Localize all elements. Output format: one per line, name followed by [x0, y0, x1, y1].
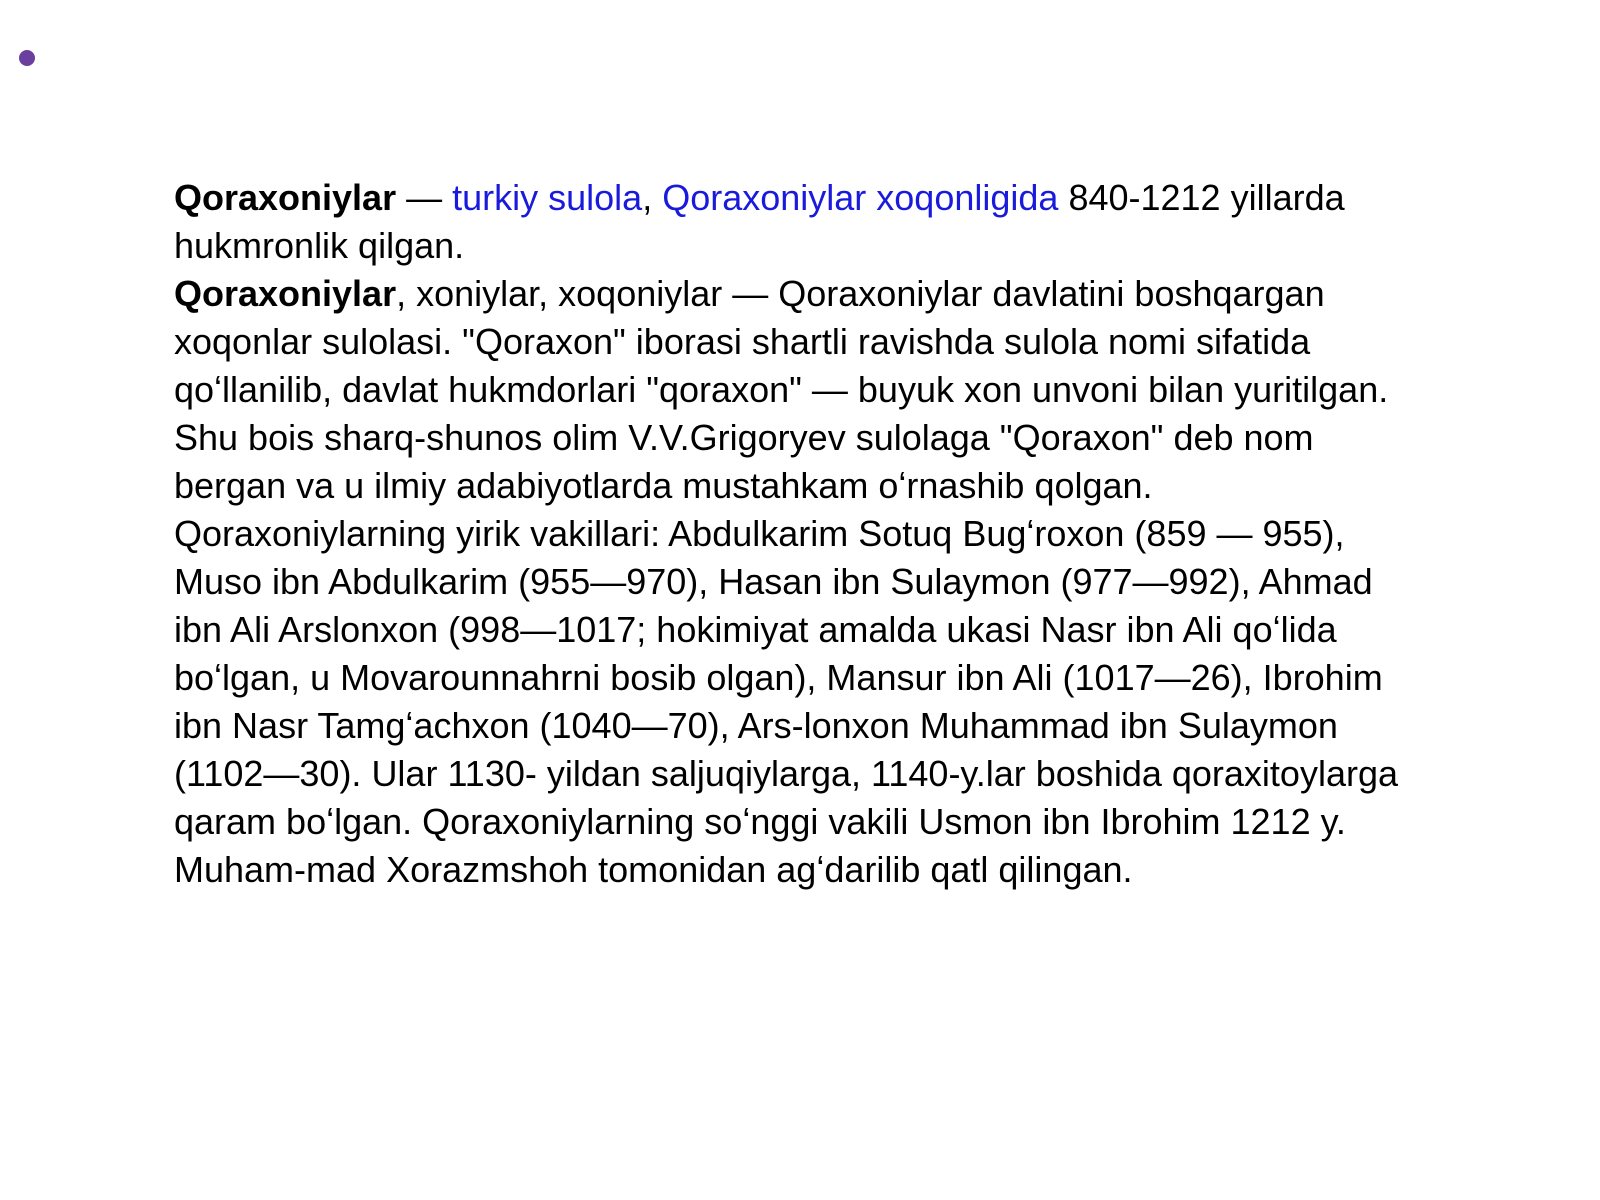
comma-separator: ,	[642, 177, 663, 218]
article-term: Qoraxoniylar	[174, 177, 397, 218]
bullet-dot	[19, 50, 35, 66]
article-body	[174, 174, 1414, 894]
body-paragraph	[174, 270, 1414, 894]
body-term: Qoraxoniylar	[174, 273, 397, 314]
intro-paragraph	[174, 174, 1414, 270]
body-text: , xoniylar, xoqoniylar — Qoraxoniylar davlatini boshqargan xoqonlar sulolasi. "Qoraxon" iborasi shartli ravishda sulola nomi sifatida qoʻllanilib, davlat hukmdorlari "qoraxon" — buyuk xon unvoni bilan yuritilgan. Shu bois sharq-shunos olim V.V.Grigoryev sulolaga "Qoraxon" deb nom bergan va u ilmiy adabiyotlarda mustahkam oʻrnashib qolgan. Qoraxoniylarning yirik vakillari: Abdulkarim Sotuq Bugʻroxon (859 — 955), Muso ibn Abdulkarim (955—970), Hasan ibn Sulaymon (977—992), Ahmad ibn Ali Arslonxon (998—1017; hokimiyat amalda ukasi Nasr ibn Ali qoʻlida boʻlgan, u Movarounnahrni bosib olgan), Mansur ibn Ali (1017—26), Ibrohim ibn Nasr Tamgʻachxon (1040—70), Ars-lonxon Muhammad ibn Sulaymon (1102—30). Ular 1130- yildan saljuqiylarga, 1140-y.lar boshida qoraxitoylarga qaram boʻlgan. Qoraxoniylarning soʻnggi vakili Usmon ibn Ibrohim 1212 y. Muham-mad Xorazmshoh tomonidan agʻdarilib qatl qilingan.	[174, 273, 1398, 890]
link-qoraxoniylar-xoqonligida[interactable]: Qoraxoniylar xoqonligida	[662, 177, 1059, 218]
dash-separator: —	[396, 177, 453, 218]
link-turkiy-sulola[interactable]: turkiy sulola	[452, 177, 643, 218]
intro-rest-text: 840-1212 yillarda hukmronlik qilgan.	[174, 177, 1345, 266]
